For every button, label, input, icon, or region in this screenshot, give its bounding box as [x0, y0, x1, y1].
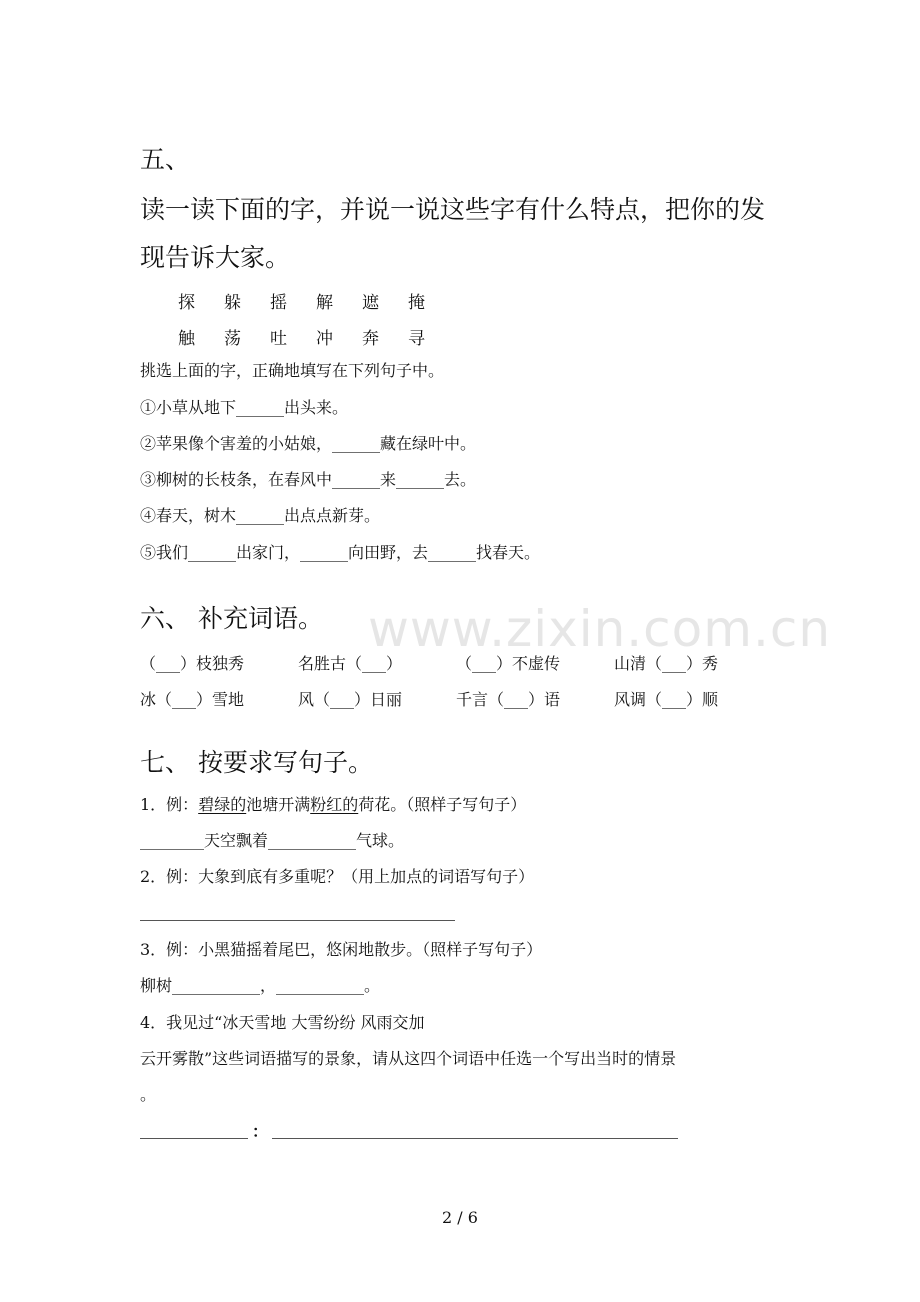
sentence-1: ①小草从地下______出头来。	[140, 398, 349, 417]
sentence-2: ②苹果像个害羞的小姑娘，______藏在绿叶中。	[140, 434, 477, 453]
char: 遮	[362, 293, 379, 313]
char: 摇	[270, 293, 287, 313]
section5-instruction-line1: 读一读下面的字，并说一说这些字有什么特点，把你的发	[140, 195, 766, 224]
question-4-line3: 。	[140, 1085, 157, 1104]
word-row-2	[140, 687, 772, 710]
word-item: （___）枝独秀	[140, 654, 245, 673]
char-row-2	[178, 324, 454, 349]
q3-answer: 柳树___________，___________。	[140, 976, 381, 995]
word-item: 风（___）日丽	[298, 690, 403, 709]
section5-task: 挑选上面的字，正确地填写在下列句子中。	[140, 361, 445, 380]
q4-colon: ：	[252, 1122, 269, 1141]
question-2: 2．例：大象到底有多重呢？（用上加点的词语写句子）	[140, 867, 535, 886]
word-item: 风调（___）顺	[614, 690, 719, 709]
q4-answer-line-short[interactable]	[140, 1138, 248, 1139]
question-1	[140, 795, 526, 815]
sentence-5: ⑤我们______出家门，______向田野，去______找春天。	[140, 543, 541, 562]
char: 触	[178, 329, 195, 349]
word-item: （___）不虚传	[456, 654, 561, 673]
char: 吐	[270, 329, 287, 349]
section5-instruction-line2: 现告诉大家。	[140, 243, 291, 272]
word-item: 山清（___）秀	[614, 654, 719, 673]
q1-mid: 池塘开满	[246, 795, 311, 814]
q1-prefix: 1．例：	[140, 795, 199, 814]
q1-underlined-2: 粉红的	[310, 795, 359, 814]
q4-answer-line-long[interactable]	[272, 1138, 678, 1139]
char: 掩	[408, 293, 425, 313]
char: 探	[178, 293, 195, 313]
q1-suffix: 荷花。（照样子写句子）	[358, 795, 527, 814]
char: 寻	[408, 329, 425, 349]
char: 荡	[224, 329, 241, 349]
q1-underlined-1: 碧绿的	[198, 795, 247, 814]
section6-title: 六、 补充词语。	[140, 604, 323, 633]
question-4-line1: 4．我见过“冰天雪地 大雪纷纷 风雨交加	[140, 1013, 425, 1032]
word-item: 名胜古（___）	[298, 654, 403, 673]
page-number: 2 / 6	[442, 1208, 478, 1227]
char: 躲	[224, 293, 241, 313]
section7-title: 七、 按要求写句子。	[140, 748, 373, 777]
word-item: 千言（___）语	[456, 690, 561, 709]
question-3: 3．例：小黑猫摇着尾巴，悠闲地散步。（照样子写句子）	[140, 940, 543, 959]
q1-answer: ________天空飘着___________气球。	[140, 831, 405, 850]
watermark: www.zixin.com.cn	[368, 600, 832, 658]
question-4-line2: 云开雾散”这些词语描写的景象，请从这四个词语中任选一个写出当时的情景	[140, 1049, 677, 1068]
word-row-1	[140, 651, 772, 674]
q2-answer-line[interactable]	[140, 920, 455, 921]
char: 解	[316, 293, 333, 313]
section5-number: 五、	[140, 145, 191, 174]
word-item: 冰（___）雪地	[140, 690, 245, 709]
char-row-1	[178, 288, 454, 313]
sentence-3: ③柳树的长枝条，在春风中______来______去。	[140, 470, 477, 489]
char: 奔	[362, 329, 379, 349]
sentence-4: ④春天，树木______出点点新芽。	[140, 506, 381, 525]
char: 冲	[316, 329, 333, 349]
